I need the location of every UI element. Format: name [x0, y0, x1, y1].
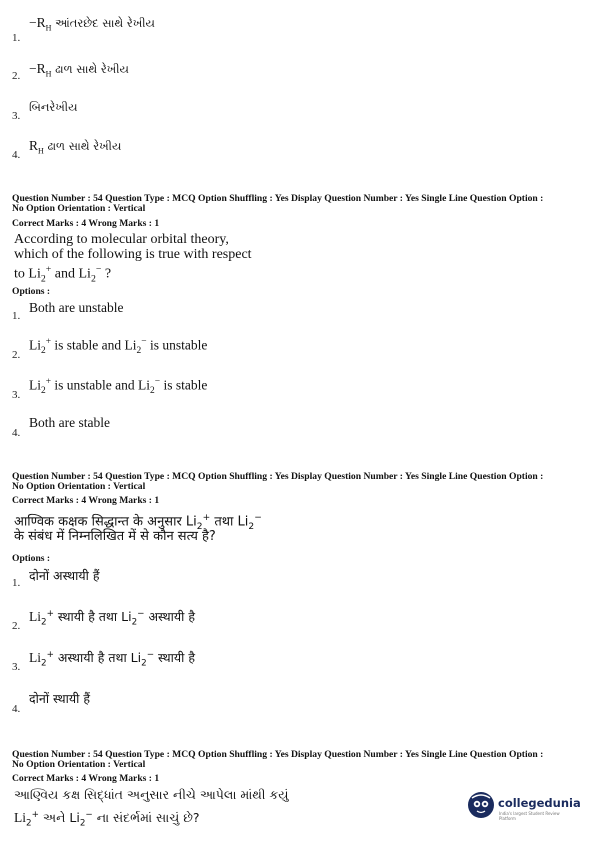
- option-text: दोनों अस्थायी हैं: [29, 568, 100, 583]
- marks-line: Correct Marks : 4 Wrong Marks : 1: [12, 495, 160, 506]
- option-number: 3.: [12, 661, 21, 673]
- question-meta-line: Question Number : 54 Question Type : MCQ Option Shuffling : Yes Display Question Number : Yes Single Line Question Option :: [12, 471, 544, 482]
- option-number: 3.: [12, 389, 21, 401]
- option-number: 2.: [12, 349, 21, 361]
- option-text: $R_H$ ઢાળ સાથે રેખીય: [29, 138, 122, 156]
- option-text: $Li_2^+$ अस्थायी है तथा $Li_2^-$ स्थायी है: [29, 649, 195, 669]
- option-text: $-R_H$ ઢાળ સાથે રેખીય: [29, 61, 129, 79]
- logo-tagline: India's largest Student Review Platform: [499, 811, 560, 821]
- options-label: Options :: [12, 553, 51, 564]
- option-number: 1.: [12, 577, 21, 589]
- logo-wordmark: collegedunia: [498, 796, 581, 810]
- option-text: दोनों स्थायी हैं: [29, 691, 90, 706]
- question-meta-line: Question Number : 54 Question Type : MCQ Option Shuffling : Yes Display Question Number : Yes Single Line Question Option :: [12, 749, 544, 760]
- question-text: $Li_2^+$ અને $Li_2^-$ ના સંદર્ભમાં સાચું છે?: [14, 810, 200, 829]
- option-number: 4.: [12, 149, 21, 161]
- option-text: $Li_2^+$ is unstable and $Li_2^-$ is stable: [29, 377, 208, 397]
- option-number: 3.: [12, 110, 21, 122]
- option-number: 2.: [12, 70, 21, 82]
- question-text: आण्विक कक्षक सिद्धान्त के अनुसार $Li_2^+$ तथा $Li_2^-$: [14, 513, 262, 532]
- option-text: $Li_2^+$ is stable and $Li_2^-$ is unstable: [29, 337, 208, 357]
- option-text: બિનરેખીય: [29, 100, 78, 114]
- option-text: $-R_H$ આંતરછેદ સાથે રેખીય: [29, 15, 155, 33]
- option-number: 4.: [12, 427, 21, 439]
- question-meta-line: No Option Orientation : Vertical: [12, 203, 146, 214]
- marks-line: Correct Marks : 4 Wrong Marks : 1: [12, 773, 160, 784]
- mascot-icon: [468, 792, 494, 818]
- option-number: 1.: [12, 32, 21, 44]
- option-text: Both are stable: [29, 415, 110, 430]
- option-number: 2.: [12, 620, 21, 632]
- option-number: 1.: [12, 310, 21, 322]
- question-text: According to molecular orbital theory,: [14, 232, 229, 247]
- question-meta-line: No Option Orientation : Vertical: [12, 481, 146, 492]
- option-number: 4.: [12, 703, 21, 715]
- options-label: Options :: [12, 286, 51, 297]
- option-text: $Li_2^+$ स्थायी है तथा $Li_2^-$ अस्थायी है: [29, 608, 195, 628]
- question-text: to $Li_2^+$ and $Li_2^-$ ?: [14, 264, 112, 285]
- question-meta-line: Question Number : 54 Question Type : MCQ Option Shuffling : Yes Display Question Number : Yes Single Line Question Option :: [12, 193, 544, 204]
- collegedunia-logo: [468, 790, 581, 824]
- marks-line: Correct Marks : 4 Wrong Marks : 1: [12, 218, 160, 229]
- question-text: which of the following is true with respect: [14, 247, 252, 262]
- question-text: આણ્વિય કક્ષ સિદ્ધાંત અનુસાર નીચે આપેલા માંથી કયું: [14, 787, 289, 802]
- question-meta-line: No Option Orientation : Vertical: [12, 759, 146, 770]
- question-text: के संबंध में निम्नलिखित में से कौन सत्य है?: [14, 529, 216, 544]
- option-text: Both are unstable: [29, 300, 124, 315]
